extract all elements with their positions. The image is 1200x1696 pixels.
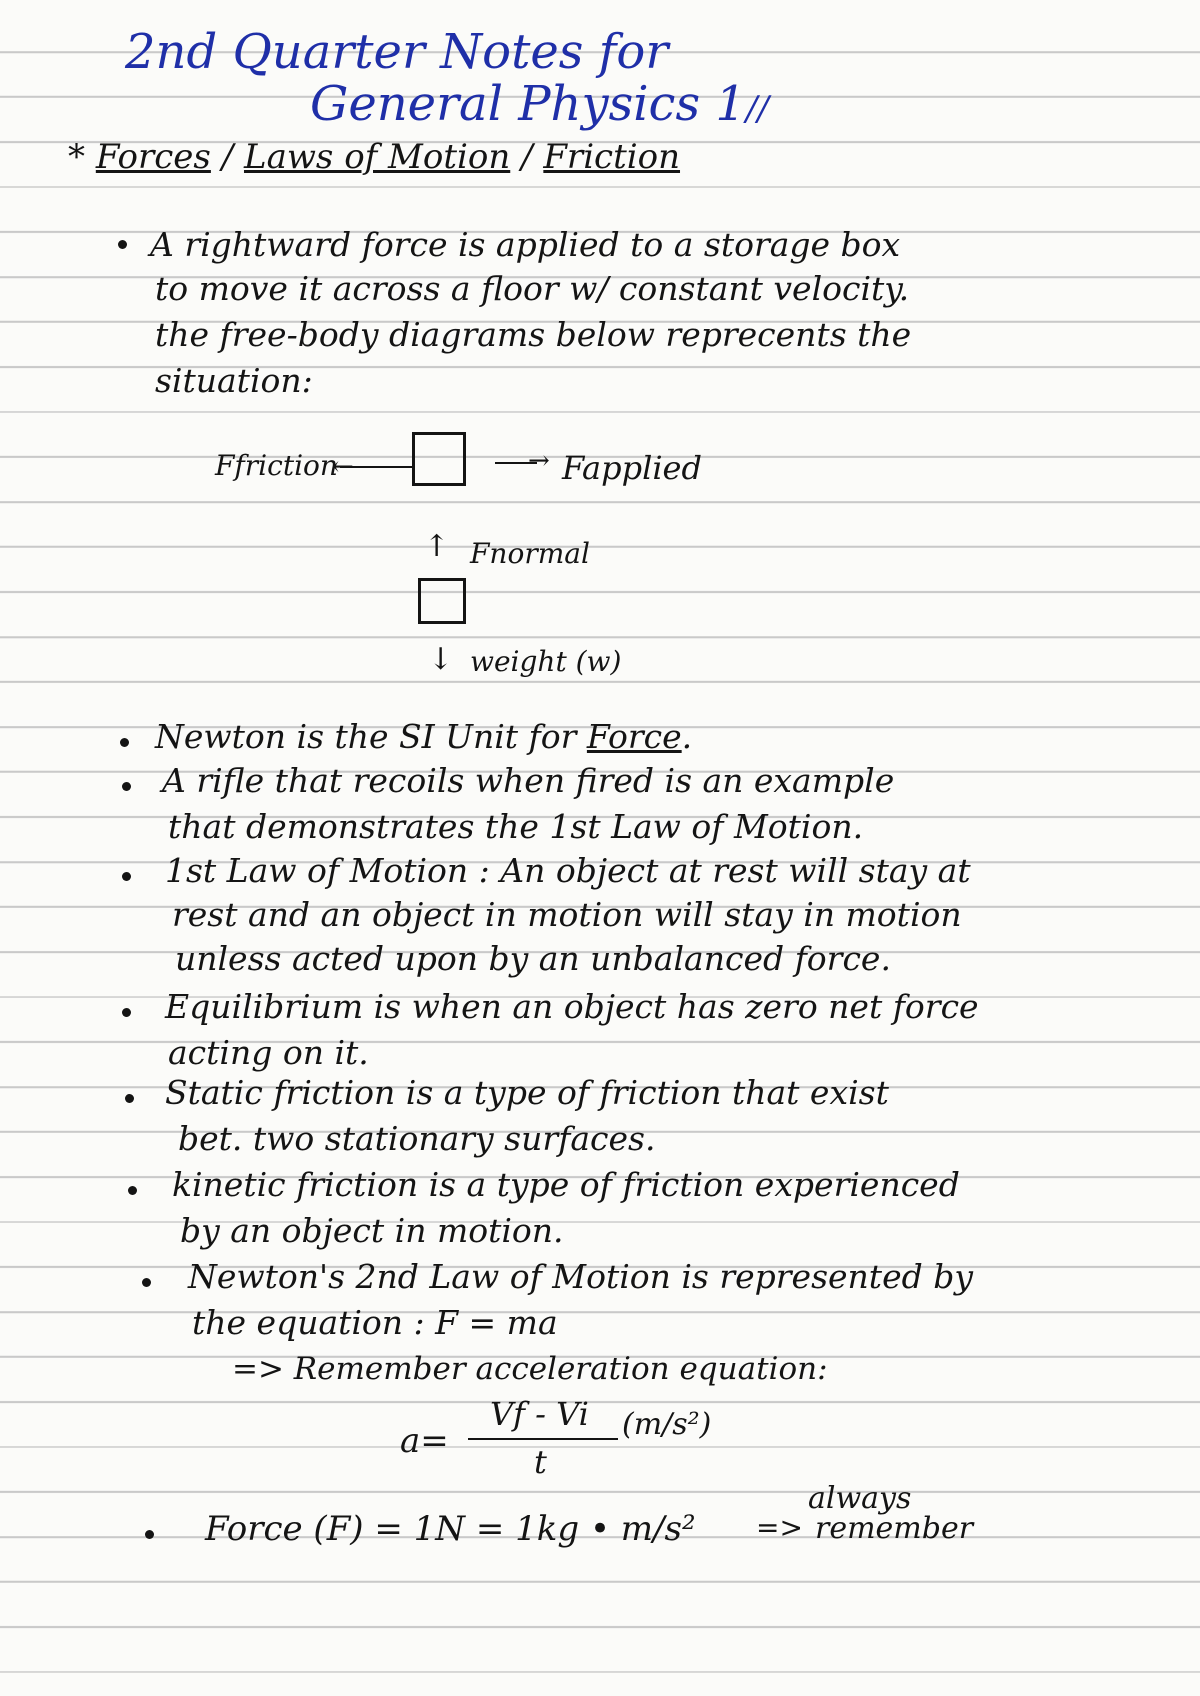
section-header xyxy=(68,137,681,177)
accel-lhs: a= xyxy=(400,1421,449,1461)
aside-remember: remember xyxy=(815,1511,974,1546)
bullet-dot xyxy=(122,872,131,881)
fbd-weight-label: weight (w) xyxy=(470,645,622,678)
normal-arrow-icon: ↑ xyxy=(424,529,450,564)
newton-unit-term: Force xyxy=(586,717,682,756)
applied-arrowhead-icon: → xyxy=(528,446,550,476)
note-kinetic-line-2: by an object in motion. xyxy=(180,1211,564,1250)
title-line-1: 2nd Quarter Notes for xyxy=(125,24,669,80)
note-first-law-line-2: rest and an object in motion will stay in motion xyxy=(172,895,962,934)
newton-unit-end: . xyxy=(681,717,693,756)
note-static-line-1: Static friction is a type of friction that exist xyxy=(165,1073,889,1112)
bullet-dot xyxy=(118,240,127,249)
section-forces: Forces xyxy=(95,137,211,177)
fbd-box-vertical xyxy=(418,578,466,624)
bullet-dot xyxy=(142,1278,151,1287)
bullet-dot xyxy=(120,738,129,747)
note-kinetic-line-1: kinetic friction is a type of friction experienced xyxy=(172,1165,960,1204)
section-laws: Laws of Motion xyxy=(243,137,511,177)
note-rifle-line-1: A rifle that recoils when fired is an example xyxy=(162,761,895,800)
note-static-line-2: bet. two stationary surfaces. xyxy=(178,1119,656,1158)
fbd-box-horizontal xyxy=(412,432,466,486)
note-rifle-line-2: that demonstrates the 1st Law of Motion. xyxy=(168,807,864,846)
intro-line-2: to move it across a floor w/ constant velocity. xyxy=(155,269,910,308)
aside-always: always xyxy=(808,1481,912,1516)
accel-numerator: Vf - Vi xyxy=(490,1395,589,1433)
note-remember: => Remember acceleration equation: xyxy=(232,1351,828,1387)
note-force-units: Force (F) = 1N = 1kg • m/s² xyxy=(205,1509,696,1549)
note-first-law-line-3: unless acted upon by an unbalanced force. xyxy=(175,939,891,978)
fbd-friction-label: Ffriction xyxy=(215,449,338,482)
note-equilibrium-line-1: Equilibrium is when an object has zero net force xyxy=(165,987,979,1026)
accel-unit: (m/s²) xyxy=(622,1407,712,1442)
fraction-bar xyxy=(468,1438,618,1440)
force-arrow: => xyxy=(756,1511,803,1544)
note-second-law-line-2: the equation : F = ma xyxy=(192,1303,558,1342)
newton-unit-text: Newton is the SI Unit for xyxy=(155,717,577,756)
fbd-applied-label: Fapplied xyxy=(562,449,702,487)
bullet-dot xyxy=(145,1530,154,1539)
bullet-dot xyxy=(122,782,131,791)
title-line-2 xyxy=(310,76,769,132)
friction-arrowhead-icon: ← xyxy=(332,452,354,482)
bullet-dot xyxy=(128,1186,137,1195)
title-line-2-text: General Physics 1 xyxy=(310,76,746,132)
note-equilibrium-line-2: acting on it. xyxy=(168,1033,369,1072)
note-newton-unit xyxy=(155,717,693,756)
bullet-dot xyxy=(122,1008,131,1017)
section-friction: Friction xyxy=(543,137,681,177)
title-mark: // xyxy=(745,89,769,129)
section-sep-2: / xyxy=(521,137,533,177)
intro-line-4: situation: xyxy=(155,361,313,400)
accel-denominator: t xyxy=(534,1443,547,1481)
weight-arrow-icon: ↓ xyxy=(428,642,454,677)
intro-line-3: the free-body diagrams below reprecents the xyxy=(155,315,912,354)
section-sep-1: / xyxy=(221,137,234,177)
intro-line-1: A rightward force is applied to a storage box xyxy=(150,225,901,264)
section-star: * xyxy=(68,137,85,177)
bullet-dot xyxy=(125,1094,134,1103)
note-first-law-line-1: 1st Law of Motion : An object at rest will stay at xyxy=(165,851,971,890)
note-second-law-line-1: Newton's 2nd Law of Motion is represented by xyxy=(188,1257,973,1296)
fbd-normal-label: Fnormal xyxy=(470,537,590,570)
